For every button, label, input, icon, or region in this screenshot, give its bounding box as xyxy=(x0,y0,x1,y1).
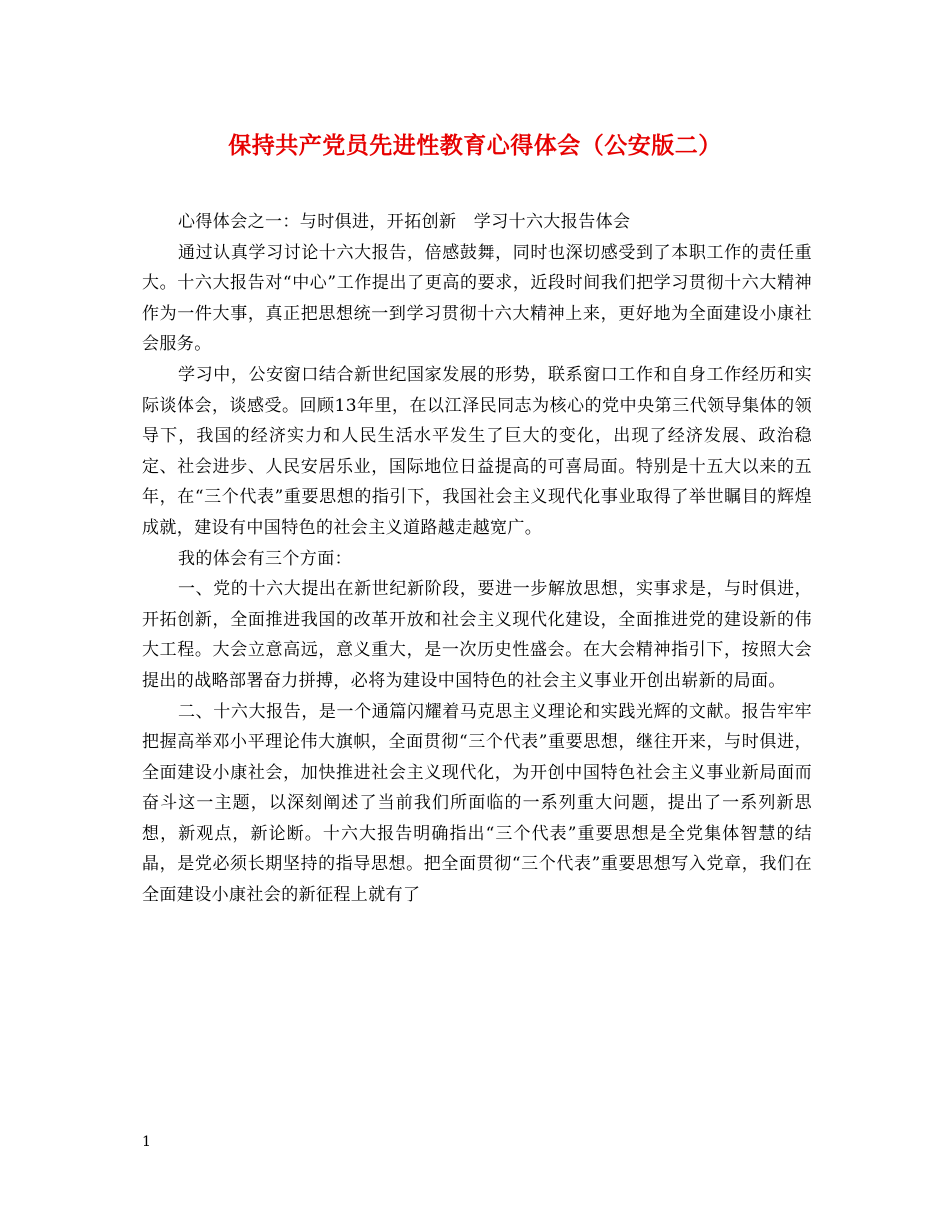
paragraph: 一、党的十六大提出在新世纪新阶段，要进一步解放思想，实事求是，与时俱进，开拓创新，全面推进我国的改革开放和社会主义现代化建设，全面推进党的建设新的伟大工程。大会立意高远，意义重大，是一次历史性盛会。在大会精神指引下，按照大会提出的战略部署奋力拼搏，必将为建设中国特色的社会主义事业开创出崭新的局面。 xyxy=(142,579,812,691)
document-title: 保持共产党员先进性教育心得体会（公安版二） xyxy=(228,132,722,159)
paragraph: 我的体会有三个方面： xyxy=(178,548,352,569)
paragraph: 通过认真学习讨论十六大报告，倍感鼓舞，同时也深切感受到了本职工作的责任重大。十六大报告对“中心”工作提出了更高的要求，近段时间我们把学习贯彻十六大精神作为一件大事，真正把思想统一到学习贯彻十六大精神上来，更好地为全面建设小康社会服务。 xyxy=(142,242,812,355)
paragraph: 学习中，公安窗口结合新世纪国家发展的形势，联系窗口工作和自身工作经历和实际谈体会，谈感受。回顾13年里，在以江泽民同志为核心的党中央第三代领导集体的领导下，我国的经济实力和人民生活水平发生了巨大的变化，出现了经济发展、政治稳定、社会进步、人民安居乐业，国际地位日益提高的可喜局面。特别是十五大以来的五年，在“三个代表”重要思想的指引下，我国社会主义现代化事业取得了举世瞩目的辉煌成就，建设有中国特色的社会主义道路越走越宽广。 xyxy=(142,364,812,538)
page-number: 1 xyxy=(142,1134,151,1150)
section-heading: 心得体会之一：与时俱进，开拓创新 学习十六大报告体会 xyxy=(178,212,631,232)
paragraph: 二、十六大报告，是一个通篇闪耀着马克思主义理论和实践光辉的文献。报告牢牢把握高举邓小平理论伟大旗帜，全面贯彻“三个代表”重要思想，继往开来，与时俱进，全面建设小康社会，加快推进社会主义现代化，为开创中国特色社会主义事业新局面而奋斗这一主题，以深刻阐述了当前我们所面临的一系列重大问题，提出了一系列新思想，新观点，新论断。十六大报告明确指出“三个代表”重要思想是全党集体智慧的结晶，是党必须长期坚持的指导思想。把全面贯彻“三个代表”重要思想写入党章，我们在全面建设小康社会的新征程上就有了 xyxy=(142,701,812,906)
document-body xyxy=(142,207,812,911)
